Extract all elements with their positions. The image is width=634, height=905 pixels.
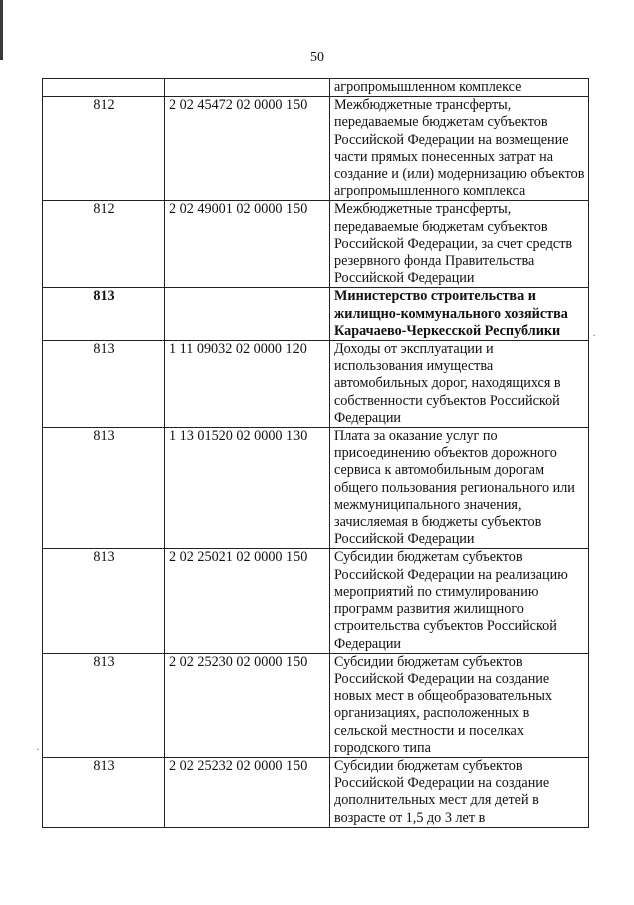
table-row [43, 97, 589, 201]
admin-code-cell: 812 [43, 97, 165, 201]
budget-code-cell [165, 79, 330, 97]
table-row [43, 201, 589, 288]
admin-code-cell: 813 [43, 757, 165, 827]
table-row [43, 653, 589, 757]
budget-code-cell: 1 13 01520 02 0000 130 [165, 428, 330, 549]
budget-code-cell: 1 11 09032 02 0000 120 [165, 341, 330, 428]
income-name-cell: Субсидии бюджетам субъектов Российской Федерации на создание дополнительных мест для детей в возрасте от 1,5 до 3 лет в [330, 757, 589, 827]
admin-code-cell: 813 [43, 653, 165, 757]
income-name-cell: агропромышленном комплексе [330, 79, 589, 97]
budget-code-cell: 2 02 45472 02 0000 150 [165, 97, 330, 201]
table-row [43, 549, 589, 653]
income-name-cell: Межбюджетные трансферты, передаваемые бюджетам субъектов Российской Федерации, за счет средств резервного фонда Правительства Российской Федерации [330, 201, 589, 288]
budget-classification-table [42, 78, 589, 828]
budget-code-cell [165, 288, 330, 341]
admin-code-cell: 813 [43, 549, 165, 653]
table-row [43, 757, 589, 827]
budget-code-cell: 2 02 49001 02 0000 150 [165, 201, 330, 288]
income-name-cell: Межбюджетные трансферты, передаваемые бюджетам субъектов Российской Федерации на возмещение части прямых понесенных затрат на создание и (или) модернизацию объектов агропромышленного комплекса [330, 97, 589, 201]
admin-code-cell: 812 [43, 201, 165, 288]
table-row [43, 288, 589, 341]
income-name-cell: Субсидии бюджетам субъектов Российской Федерации на реализацию мероприятий по стимулированию программ развития жилищного строительства субъектов Российской Федерации [330, 549, 589, 653]
page-number: 50 [310, 50, 324, 65]
scan-speck: · [592, 328, 596, 342]
table-body [43, 79, 589, 828]
income-name-cell: Министерство строительства и жилищно-коммунального хозяйства Карачаево-Черкесской Республики [330, 288, 589, 341]
income-name-cell: Доходы от эксплуатации и использования имущества автомобильных дорог, находящихся в собственности субъектов Российской Федерации [330, 341, 589, 428]
admin-code-cell: 813 [43, 288, 165, 341]
income-name-cell: Плата за оказание услуг по присоединению объектов дорожного сервиса к автомобильным дорогам общего пользования регионального или межмуниципального значения, зачисляемая в бюджеты субъектов Российской Федерации [330, 428, 589, 549]
admin-code-cell: 813 [43, 428, 165, 549]
income-name-cell: Субсидии бюджетам субъектов Российской Федерации на создание новых мест в общеобразовательных организациях, расположенных в сельской местности и поселках городского типа [330, 653, 589, 757]
table-row [43, 79, 589, 97]
table-row [43, 428, 589, 549]
budget-code-cell: 2 02 25021 02 0000 150 [165, 549, 330, 653]
budget-code-cell: 2 02 25230 02 0000 150 [165, 653, 330, 757]
admin-code-cell [43, 79, 165, 97]
budget-code-cell: 2 02 25232 02 0000 150 [165, 757, 330, 827]
admin-code-cell: 813 [43, 341, 165, 428]
scan-speck: · [36, 742, 40, 756]
table-row [43, 341, 589, 428]
